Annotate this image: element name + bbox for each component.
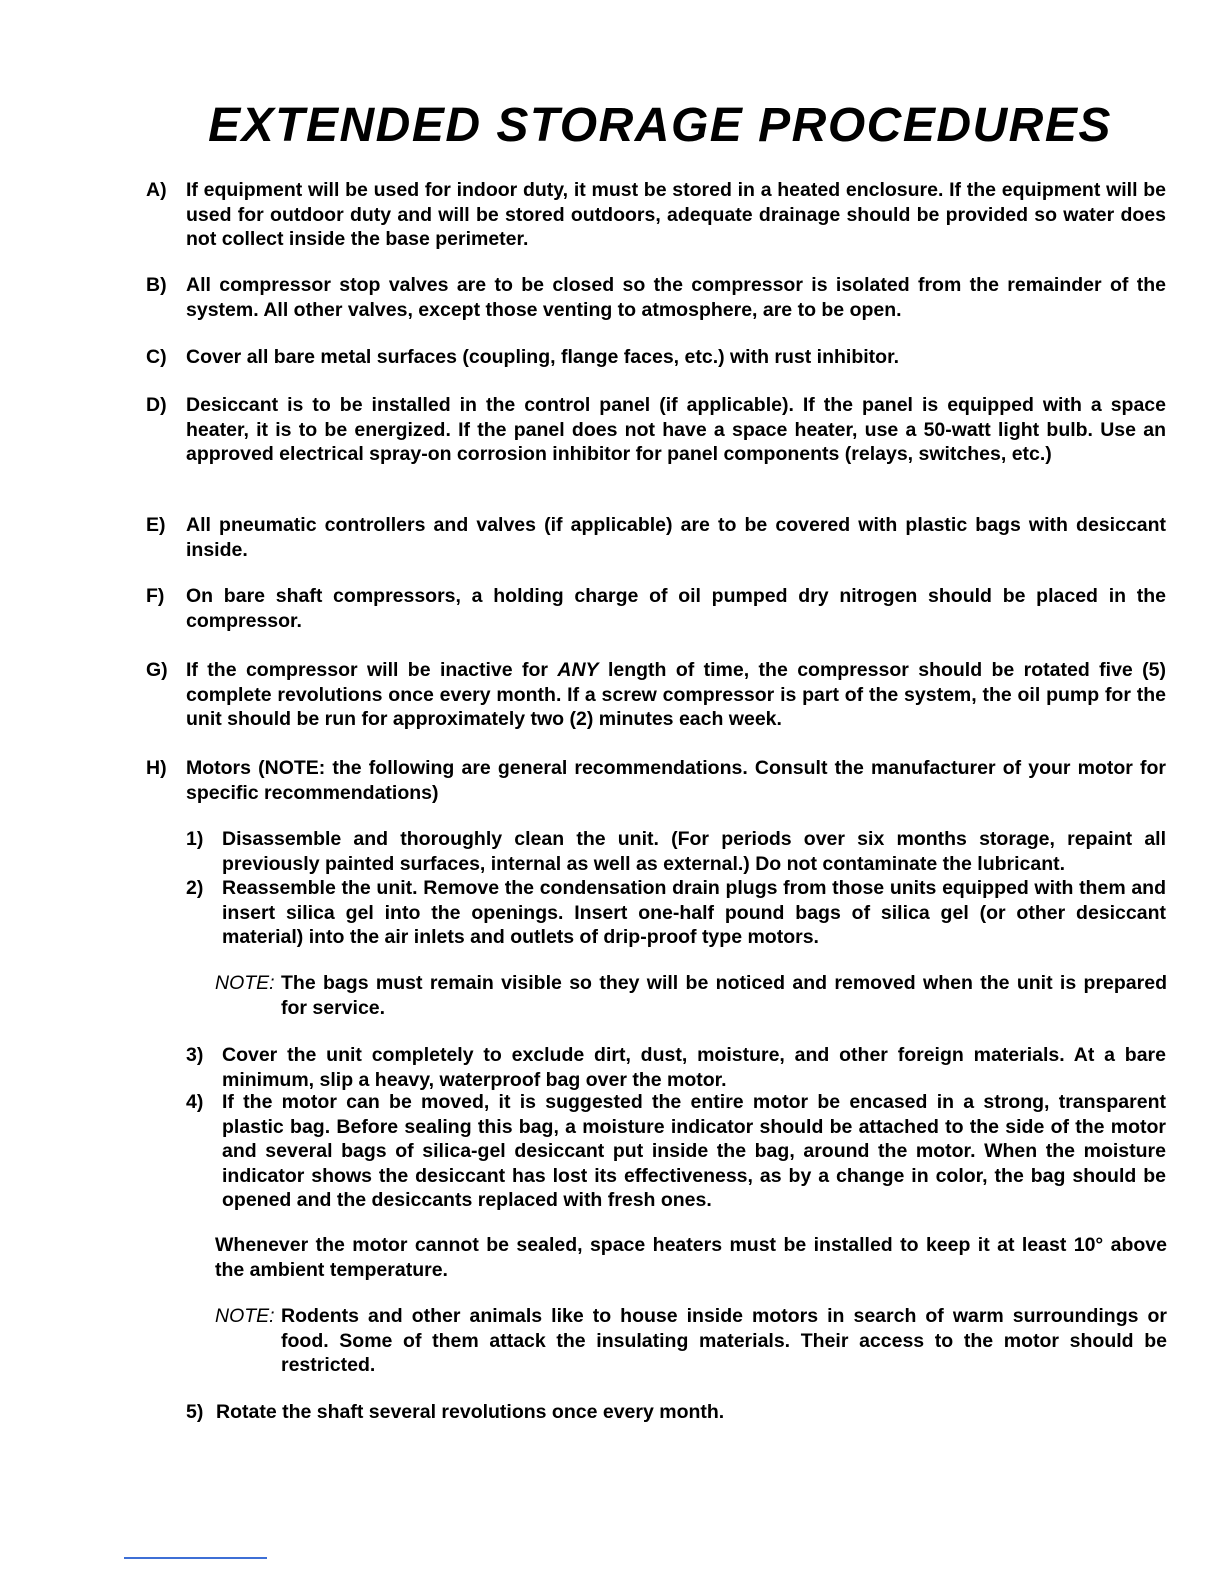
item-letter: G) [146,659,168,681]
item-text: On bare shaft compressors, a holding charge of oil pumped dry nitrogen should be placed in the compressor. [186,585,1166,632]
step-number: 2) [186,877,204,899]
step-number: 3) [186,1044,204,1066]
item-text: All pneumatic controllers and valves (if applicable) are to be covered with plastic bags with desiccant inside. [186,514,1166,561]
note-text: Rodents and other animals like to house inside motors in search of warm surroundings or food. Some of them attack the insulating materials. Their access to the motor should be restricted. [281,1305,1167,1376]
item-letter: E) [146,514,166,536]
motor-step-5 [186,1400,1166,1425]
item-letter: B) [146,274,167,296]
procedure-item-h [146,756,1166,805]
item-text: Motors (NOTE: the following are general recommendations. Consult the manufacturer of your motor for specific recommendations) [186,757,1166,804]
item-letter: F) [146,585,165,607]
procedure-item-d [146,393,1166,467]
motor-note-1 [215,971,1167,1020]
procedure-item-g [146,658,1166,732]
item-text-before: If the compressor will be inactive for [186,659,558,681]
step-number: 4) [186,1091,204,1113]
motor-step-2 [186,876,1166,950]
step-number: 1) [186,828,204,850]
item-text-after: length of time, the compressor should be rotated five (5) complete revolutions once every month. If a screw compressor is part of the system, the oil pump for the unit should be run for approximately two (2) minutes each week. [186,659,1166,730]
procedure-item-c [146,345,1166,370]
procedure-item-f [146,584,1166,633]
step-text: Rotate the shaft several revolutions once every month. [216,1401,725,1423]
item-text-emphasis: ANY [557,659,599,681]
page-title: EXTENDED STORAGE PROCEDURES [208,99,1112,152]
motor-step-4 [186,1090,1166,1213]
item-text: Desiccant is to be installed in the control panel (if applicable). If the panel is equipped with a space heater, it is to be energized. If the panel does not have a space heater, use a 50-watt light bulb. Use an approved electrical spray-on corrosion inhibitor for panel components (relays, switches, etc.) [186,394,1166,465]
step-text: Disassemble and thoroughly clean the unit. (For periods over six months storage, repaint all previously painted surfaces, internal as well as external.) Do not contaminate the lubricant. [222,828,1166,875]
step-text: Reassemble the unit. Remove the condensation drain plugs from those units equipped with them and insert silica gel into the openings. Insert one-half pound bags of silica gel (or other desiccant material) into the air inlets and outlets of drip-proof type motors. [222,877,1166,948]
item-letter: D) [146,394,167,416]
footer-rule [124,1557,267,1559]
item-letter: H) [146,757,167,779]
note-text: The bags must remain visible so they will be noticed and removed when the unit is prepared for service. [281,972,1167,1019]
motor-step-1 [186,827,1166,876]
procedure-item-b [146,273,1166,322]
procedure-item-a [146,178,1166,252]
step-text: Cover the unit completely to exclude dirt, dust, moisture, and other foreign materials. At a bare minimum, slip a heavy, waterproof bag over the motor. [222,1044,1166,1091]
item-letter: C) [146,346,167,368]
motor-step-3 [186,1043,1166,1092]
item-text: If equipment will be used for indoor duty, it must be stored in a heated enclosure. If the equipment will be used for outdoor duty and will be stored outdoors, adequate drainage should be provided so water does not collect inside the base perimeter. [186,179,1166,250]
item-text [186,658,1166,732]
note-label: NOTE: [215,972,275,994]
item-text: All compressor stop valves are to be closed so the compressor is isolated from the remainder of the system. All other valves, except those venting to atmosphere, are to be open. [186,274,1166,321]
motor-note-2 [215,1304,1167,1378]
heater-paragraph: Whenever the motor cannot be sealed, space heaters must be installed to keep it at least 10° above the ambient temperature. [215,1234,1167,1281]
item-text: Cover all bare metal surfaces (coupling, flange faces, etc.) with rust inhibitor. [186,346,900,368]
note-label: NOTE: [215,1305,275,1327]
page-title-container [200,96,1120,156]
item-letter: A) [146,179,167,201]
step-number: 5) [186,1401,204,1423]
step-text: If the motor can be moved, it is suggested the entire motor be encased in a strong, transparent plastic bag. Before sealing this bag, a moisture indicator should be attached to the side of the motor and several bags of silica-gel desiccant put inside the bag, around the motor. When the moisture indicator shows the desiccant has lost its effectiveness, as by a change in color, the bag should be opened and the desiccants replaced with fresh ones. [222,1091,1166,1211]
procedure-item-e [146,513,1166,562]
